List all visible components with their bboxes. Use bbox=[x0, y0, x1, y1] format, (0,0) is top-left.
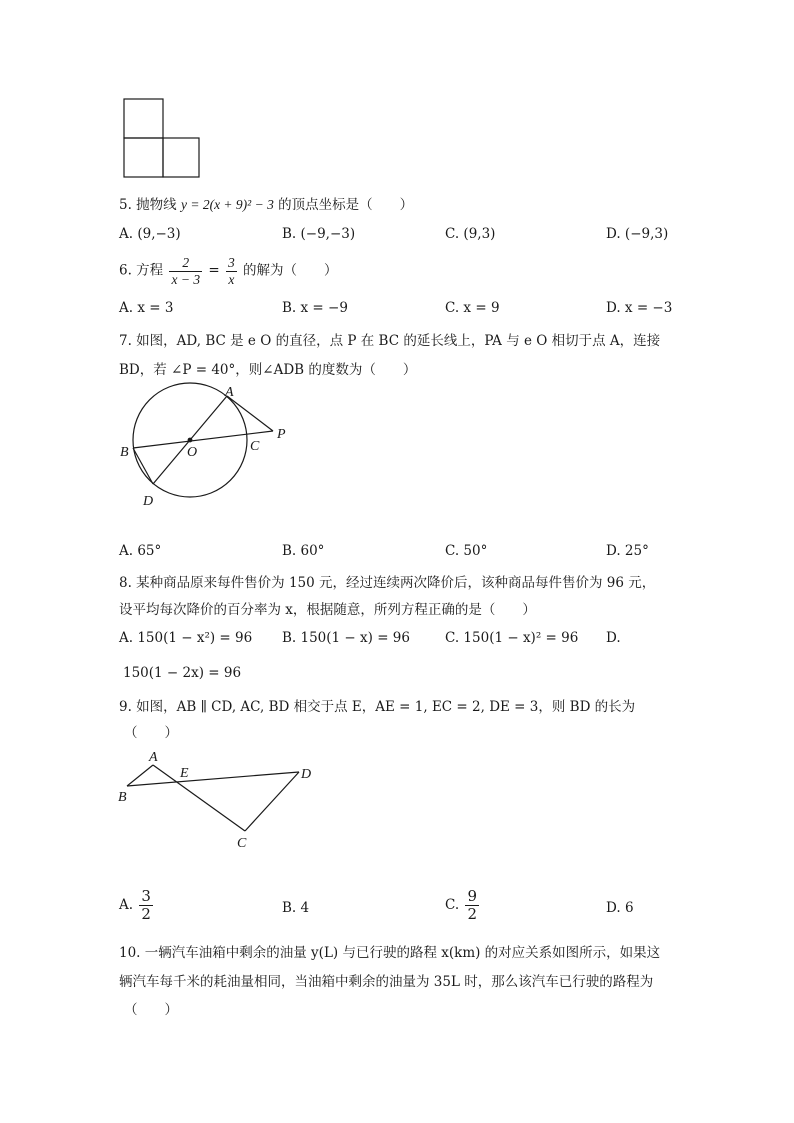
question-9-line2: （ ） bbox=[124, 725, 178, 741]
q7-circle-figure bbox=[115, 382, 295, 512]
q6-fraction-right: $\frac{3}{x}$ bbox=[227, 255, 235, 287]
question-7-line2: BD，若 ∠P = 40°，则∠ADB 的度数为（ ） bbox=[119, 362, 417, 378]
q5-option-b[interactable]: B. (−9,−3) bbox=[282, 226, 356, 242]
segment-cd bbox=[245, 772, 299, 831]
q8-option-d-formula[interactable]: 150(1 − 2x) = 96 bbox=[123, 665, 242, 681]
question-8-line1: 8. 某种商品原来每件售价为 150 元，经过连续两次降价后，该种商品每件售价为 96 元， bbox=[119, 575, 656, 591]
question-6-stem: 6. 方程 $\frac{2}{x - 3}$ = $\frac{3}{x}$ 的解为（ ） bbox=[119, 255, 338, 287]
label-d: D bbox=[301, 767, 312, 782]
question-10-line1: 10. 一辆汽车油箱中剩余的油量 y(L) 与已行驶的路程 x(km) 的对应关系如图所示，如果这 bbox=[119, 945, 661, 961]
label-p: P bbox=[277, 427, 286, 442]
question-9-line1: 9. 如图，AB ∥ CD, AC, BD 相交于点 E，AE = 1, EC = 2, DE = 3，则 BD 的长为 bbox=[119, 699, 636, 715]
square-top bbox=[124, 99, 163, 138]
question-10-line2: 辆汽车每千米的耗油量相同，当油箱中剩余的油量为 35L 时，那么该汽车已行驶的路程为 bbox=[119, 974, 654, 990]
chord-bd bbox=[133, 448, 153, 484]
question-10-line3: （ ） bbox=[124, 1002, 178, 1018]
label-d: D bbox=[143, 494, 154, 509]
label-a: A bbox=[149, 750, 158, 765]
q8-option-d[interactable]: D. bbox=[606, 630, 621, 646]
q9-option-c-fraction: $\frac{9}{2}$ bbox=[467, 887, 477, 923]
label-c: C bbox=[237, 836, 247, 851]
q8-option-b[interactable]: B. 150(1 − x) = 96 bbox=[282, 630, 410, 646]
square-bottom-right bbox=[163, 138, 199, 177]
question-8-line2: 设平均每次降价的百分率为 x，根据随意，所列方程正确的是（ ） bbox=[119, 602, 536, 618]
q9-option-a[interactable]: A. $\frac{3}{2}$ bbox=[119, 887, 151, 923]
q5-option-d[interactable]: D. (−9,3) bbox=[606, 226, 669, 242]
tangent-pa bbox=[227, 396, 273, 431]
label-o: O bbox=[187, 445, 198, 460]
q8-option-a[interactable]: A. 150(1 − x²) = 96 bbox=[119, 630, 253, 646]
question-7-line1: 7. 如图，AD, BC 是 e O 的直径，点 P 在 BC 的延长线上，PA 与 e O 相切于点 A，连接 bbox=[119, 333, 661, 349]
q7-option-a[interactable]: A. 65° bbox=[119, 543, 162, 559]
label-a: A bbox=[225, 385, 234, 400]
q9-triangles-figure bbox=[112, 745, 322, 855]
q5-formula: y = 2(x + 9)² − 3 bbox=[180, 197, 274, 212]
q6-option-a[interactable]: A. x = 3 bbox=[119, 300, 174, 316]
label-b: B bbox=[120, 445, 129, 460]
q9-option-b[interactable]: B. 4 bbox=[282, 900, 310, 916]
q6-option-d[interactable]: D. x = −3 bbox=[606, 300, 673, 316]
q6-option-b[interactable]: B. x = −9 bbox=[282, 300, 348, 316]
q6-fraction-left: $\frac{2}{x - 3}$ bbox=[171, 255, 201, 287]
segment-ac bbox=[153, 765, 245, 831]
q5-option-c[interactable]: C. (9,3) bbox=[445, 226, 496, 242]
q9-option-d[interactable]: D. 6 bbox=[606, 900, 634, 916]
q8-option-c[interactable]: C. 150(1 − x)² = 96 bbox=[445, 630, 579, 646]
q9-option-c[interactable]: C. $\frac{9}{2}$ bbox=[445, 887, 477, 923]
q5-option-a[interactable]: A. (9,−3) bbox=[119, 226, 181, 242]
q7-option-d[interactable]: D. 25° bbox=[606, 543, 649, 559]
label-c: C bbox=[250, 439, 260, 454]
label-e: E bbox=[180, 766, 189, 781]
q7-option-b[interactable]: B. 60° bbox=[282, 543, 325, 559]
center-o bbox=[188, 438, 193, 443]
segment-bd bbox=[127, 772, 299, 786]
squares-figure bbox=[120, 96, 204, 182]
q7-option-c[interactable]: C. 50° bbox=[445, 543, 488, 559]
segment-ab bbox=[127, 765, 153, 786]
label-b: B bbox=[118, 790, 127, 805]
square-bottom-left bbox=[124, 138, 163, 177]
q6-option-c[interactable]: C. x = 9 bbox=[445, 300, 500, 316]
q9-option-a-fraction: $\frac{3}{2}$ bbox=[141, 887, 151, 923]
question-5-stem: 5. 抛物线 y = 2(x + 9)² − 3 的顶点坐标是（ ） bbox=[119, 197, 414, 213]
